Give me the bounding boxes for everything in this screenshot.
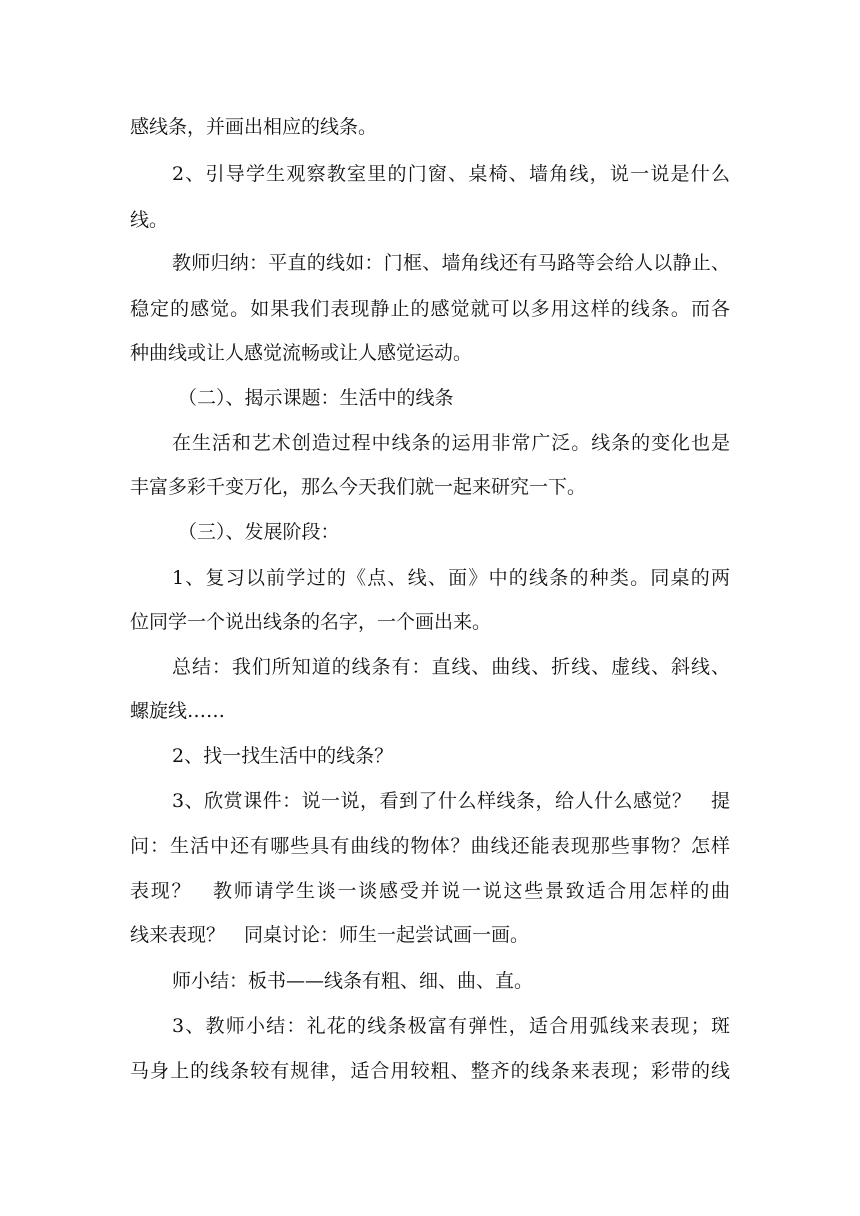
paragraph-line: 位同学一个说出线条的名字，一个画出来。 — [130, 611, 492, 633]
paragraph-line: 感线条，并画出相应的线条。 — [130, 116, 378, 138]
paragraph-line: 2、找一找生活中的线条？ — [172, 745, 394, 767]
paragraph-line: 在生活和艺术创造过程中线条的运用非常广泛。线条的变化也是 — [172, 432, 730, 454]
section-heading: （三）、发展阶段： — [178, 521, 340, 543]
paragraph-line: 问：生活中还有哪些具有曲线的物体？曲线还能表现那些事物？怎样 — [130, 835, 730, 857]
paragraph-line: 师小结：板书——线条有粗、细、曲、直。 — [172, 970, 534, 992]
paragraph-line: 3、欣赏课件：说一说，看到了什么样线条，给人什么感觉？ 提 — [172, 790, 730, 812]
paragraph-line: 螺旋线…… — [130, 700, 226, 722]
paragraph-line: 总结：我们所知道的线条有：直线、曲线、折线、虚线、斜线、 — [172, 656, 730, 678]
paragraph-line: 马身上的线条较有规律，适合用较粗、整齐的线条来表现；彩带的线 — [130, 1060, 730, 1082]
paragraph-line: 表现？ 教师请学生谈一谈感受并说一说这些景致适合用怎样的曲 — [130, 880, 730, 902]
paragraph-line: 教师归纳：平直的线如：门框、墙角线还有马路等会给人以静止、 — [172, 252, 730, 274]
paragraph-line: 线。 — [130, 209, 169, 231]
paragraph-line: 1、复习以前学过的《点、线、面》中的线条的种类。同桌的两 — [172, 567, 730, 589]
paragraph-line: 3、教师小结：礼花的线条极富有弹性，适合用弧线来表现；斑 — [172, 1015, 730, 1037]
paragraph-line: 丰富多彩千变万化，那么今天我们就一起来研究一下。 — [130, 476, 587, 498]
paragraph-line: 种曲线或让人感觉流畅或让人感觉运动。 — [130, 342, 473, 364]
section-heading: （二）、揭示课题：生活中的线条 — [178, 387, 454, 409]
paragraph-line: 线来表现？ 同桌讨论：师生一起尝试画一画。 — [130, 924, 530, 946]
paragraph-line: 稳定的感觉。如果我们表现静止的感觉就可以多用这样的线条。而各 — [130, 298, 730, 320]
paragraph-line: 2、引导学生观察教室里的门窗、桌椅、墙角线，说一说是什么 — [172, 163, 730, 185]
